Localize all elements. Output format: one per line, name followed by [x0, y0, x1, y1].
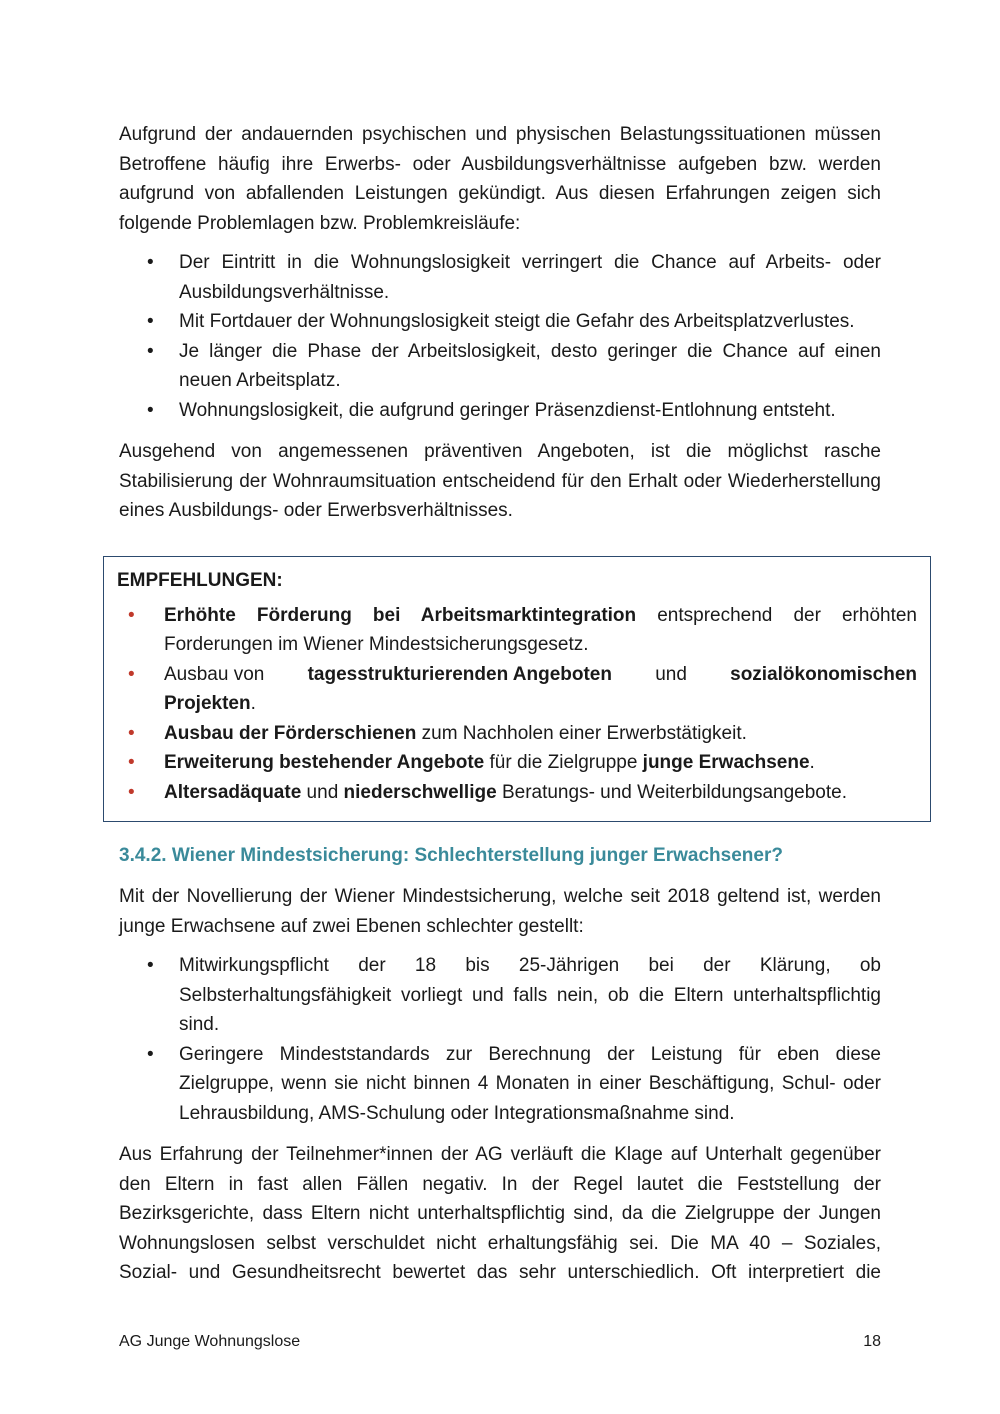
recommendation-bold: Altersadäquate: [164, 781, 302, 803]
recommendation-text: • Ausbau von: [164, 663, 265, 685]
recommendation-item: [117, 778, 917, 808]
recommendations-list: [117, 601, 917, 808]
recommendation-item: [117, 660, 917, 719]
recommendation-text: entsprechend der erhöhten Forderungen im Wiener Mindestsicherungsgesetz.: [164, 604, 917, 655]
recommendation-item: [117, 601, 917, 660]
footer-title: AG Junge Wohnungslose: [119, 1333, 301, 1350]
recommendation-bold: tagesstrukturierenden Angeboten: [307, 663, 612, 685]
recommendation-text: Beratungs- und Weiterbildungsangebote.: [496, 781, 848, 803]
recommendation-bold: junge Erwachsene: [642, 752, 810, 773]
section-item: • Mitwirkungspflicht der 18 bis 25-Jährigen bei der Klärung, ob Selbsterhaltungsfähigkeit vorliegt und falls nein, ob die Eltern unterhaltspflichtig sind.: [119, 951, 881, 1040]
recommendation-text: und: [301, 781, 344, 803]
section-body-paragraph: Aus Erfahrung der Teilnehmer*innen der AG verläuft die Klage auf Unterhalt gegenüber den Eltern in fast allen Fällen negativ. In der Regel lautet die Feststellung der Bezirksgerichte, dass Eltern nicht unterhaltspflichtig sind, da die Zielgruppe der Jungen Wohnungslosen selbst verschuldet nicht erhaltungsfähig sei. Die MA 40 – Soziales, Sozial- und Gesundheitsrecht bewertet das sehr unterschiedlich. Oft interpretiert die: [119, 1144, 881, 1283]
recommendations-title: EMPFEHLUNGEN:: [117, 569, 283, 591]
recommendation-line: [164, 660, 917, 690]
recommendation-item: [117, 748, 917, 778]
recommendation-text: .: [809, 752, 815, 773]
page-number: 18: [863, 1333, 881, 1350]
recommendation-bold: Ausbau der Förderschienen: [164, 722, 417, 744]
problem-item: • Je länger die Phase der Arbeitslosigkeit, desto geringer die Chance auf einen neuen Arbeitsplatz.: [119, 337, 881, 396]
recommendation-bold: sozialökonomischen: [730, 663, 917, 685]
recommendation-bold: Projekten: [164, 693, 251, 714]
problem-item: • Der Eintritt in die Wohnungslosigkeit verringert die Chance auf Arbeits- oder Ausbildungsverhältnisse.: [119, 248, 881, 307]
intro-paragraph: Aufgrund der andauernden psychischen und physischen Belastungssituationen müssen Betroffene häufig ihre Erwerbs- oder Ausbildungsverhältnisse aufgeben bzw. werden aufgrund von abfallenden Leistungen gekündigt. Aus diesen Erfahrungen zeigen sich folgende Problemlagen bzw. Problemkreisläufe:: [119, 124, 881, 234]
recommendation-bold: niederschwellige: [343, 781, 497, 803]
recommendation-item: [117, 719, 917, 749]
section-intro-paragraph: Mit der Novellierung der Wiener Mindestsicherung, welche seit 2018 geltend ist, werden junge Erwachsene auf zwei Ebenen schlechter gestellt:: [119, 886, 881, 937]
recommendation-bold: Erweiterung bestehender Angebote: [164, 752, 485, 773]
recommendation-text: für die Zielgruppe: [484, 752, 643, 773]
conclusion-paragraph: Ausgehend von angemessenen präventiven Angeboten, ist die möglichst rasche Stabilisierung der Wohnraumsituation entscheidend für den Erhalt oder Wiederherstellung eines Ausbildungs- oder Erwerbsverhältnisses.: [119, 441, 881, 521]
recommendation-line: [164, 689, 917, 719]
section-heading: 3.4.2. Wiener Mindestsicherung: Schlechterstellung junger Erwachsener?: [119, 845, 783, 866]
recommendations-box: [103, 556, 931, 823]
problem-item: • Wohnungslosigkeit, die aufgrund geringer Präsenzdienst-Entlohnung entsteht.: [119, 396, 881, 426]
recommendation-bold: Erhöhte Förderung bei Arbeitsmarktintegration: [164, 604, 637, 626]
problem-list: [119, 248, 881, 425]
page-content: [117, 120, 917, 1288]
problem-item: • Mit Fortdauer der Wohnungslosigkeit steigt die Gefahr des Arbeitsplatzverlustes.: [119, 307, 881, 337]
section-item: • Geringere Mindeststandards zur Berechnung der Leistung für eben diese Zielgruppe, wenn sie nicht binnen 4 Monaten in einer Beschäftigung, Schul- oder Lehrausbildung, AMS-Schulung oder Integrationsmaßnahme sind.: [119, 1040, 881, 1129]
recommendation-text: .: [250, 693, 256, 714]
section-list: [119, 951, 881, 1128]
recommendation-text: und: [655, 663, 687, 685]
recommendation-text: zum Nachholen einer Erwerbstätigkeit.: [416, 722, 747, 744]
